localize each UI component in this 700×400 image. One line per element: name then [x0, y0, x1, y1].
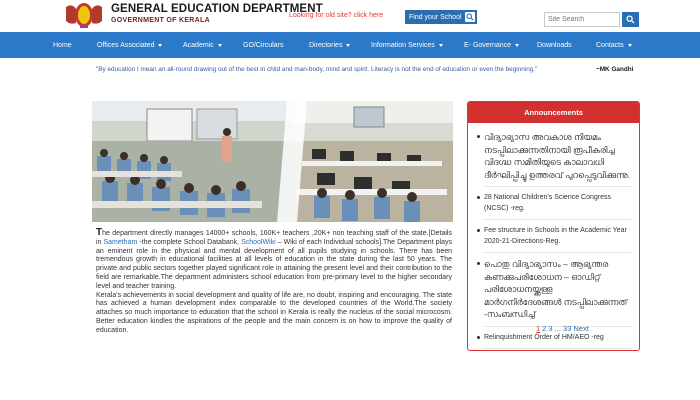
nav-item-contacts[interactable]: Contacts: [596, 32, 632, 58]
announcements-pager: [536, 324, 589, 333]
caret-down-icon: [218, 44, 222, 47]
nav-item-directories[interactable]: Directories: [309, 32, 350, 58]
site-search-input[interactable]: [544, 12, 620, 27]
announcements-list: [468, 123, 639, 349]
caret-down-icon: [346, 44, 350, 47]
pager-current-page[interactable]: 1: [536, 324, 541, 333]
kerala-emblem-logo[interactable]: [64, 1, 104, 29]
pager-next[interactable]: Next: [573, 324, 589, 333]
announcement-item[interactable]: 28 National Children's Science Congress (NCSC) -reg.: [484, 192, 631, 220]
nav-item-go-circulars[interactable]: GO/Circulars: [243, 41, 284, 49]
find-school-label: Find your School: [409, 13, 462, 21]
announcement-item[interactable]: Fee structure in Schools in the Academic Year 2020-21-Directions-Reg.: [484, 225, 631, 253]
old-site-link[interactable]: Looking for old site? click here: [289, 12, 384, 19]
brand-title: GENERAL EDUCATION DEPARTMENT: [111, 3, 323, 15]
announcements-panel: [467, 101, 640, 351]
brand-subtitle: GOVERNMENT OF KERALA: [111, 17, 210, 24]
search-icon: [465, 12, 475, 22]
pager-pages[interactable]: 2 3 ... 33: [542, 324, 572, 333]
intro-paragraph-1: The department directly manages 14000+ schools, 160K+ teachers ,20K+ non teaching staff of the state.[Details in Sametham -the complete School Databank, SchoolWiki – Wiki of each Individual schools].The Department plays an eminent role in the physical and mental development of all pupils studying in schools. There has been tremendous growth in educational facilities at all levels of education in the state during the last 50 years. The private and public sectors together played significant role in attaining the present level and their contribution to the field are remarkable.The department administers school education from pre-primary level to the higher secondary level and teacher training.: [96, 227, 452, 290]
nav-item-home[interactable]: Home: [53, 41, 72, 49]
gandhi-quote: "By education I mean an all-round drawing out of the best in child and man-body, mind and spirit. Literacy is not the end of education or even the beginning.": [96, 66, 538, 73]
site-header: [0, 0, 700, 32]
classroom-photo: [92, 101, 453, 222]
quote-author: ~MK Gandhi: [596, 66, 634, 73]
find-school-button[interactable]: [405, 10, 477, 24]
dropcap: T: [96, 227, 103, 238]
announcements-title: Announcements: [468, 102, 639, 123]
caret-down-icon: [158, 44, 162, 47]
schoolwiki-link[interactable]: SchoolWiki: [241, 238, 276, 246]
caret-down-icon: [439, 44, 443, 47]
sametham-link[interactable]: Sametham: [103, 238, 138, 246]
nav-item-information-services[interactable]: Information Services: [371, 32, 443, 58]
caret-down-icon: [515, 44, 519, 47]
main-nav: [0, 32, 700, 58]
nav-item-academic[interactable]: Academic: [183, 32, 222, 58]
caret-down-icon: [628, 44, 632, 47]
site-search-button[interactable]: [622, 12, 639, 27]
department-intro: [96, 229, 452, 336]
announcement-item[interactable]: പൊതു വിദ്യാഭ്യാസം – ആഭ്യന്തര കണക്കുപരിശോധന – ഓഡിറ്റ് പരിശോധനയ്ക്കുള്ള മാർഗനിർദേശങ്ങൾ നടപ്പിലാക്കുന്നത് -സംബന്ധിച്ച്: [484, 258, 631, 327]
nav-item-e-governance[interactable]: E- Governance: [464, 32, 519, 58]
intro-paragraph-2: Kerala's achievements in social development and quality of life are, no doubt, inspiring and encouraging. The state has achieved a human development index comparable to the developed countries of the World.The society attaches so much importance to education that the school in Kerala is really the nucleus of the social microcosm. Better education kindles the aspirations of the people and the main concern is on how to improve the quality of education.: [96, 291, 452, 334]
announcement-item[interactable]: Relinquishment Order of HM/AEO -reg: [484, 332, 631, 349]
announcement-item[interactable]: വിദ്യാഭ്യാസ അവകാശ നിയമം നടപ്പിലാക്കുന്നതിനായി രൂപീകരിച്ച വിദഗ്ദ്ധ സമിതിയുടെ കാലാവധി ദീർഘിപ്പിച്ചു ഉത്തരവ് പുറപ്പെടുവിക്കുന്നു.: [484, 131, 631, 187]
nav-item-offices-associated[interactable]: Offices Associated: [97, 32, 162, 58]
nav-item-downloads[interactable]: Downloads: [537, 41, 572, 49]
search-icon: [626, 15, 635, 24]
